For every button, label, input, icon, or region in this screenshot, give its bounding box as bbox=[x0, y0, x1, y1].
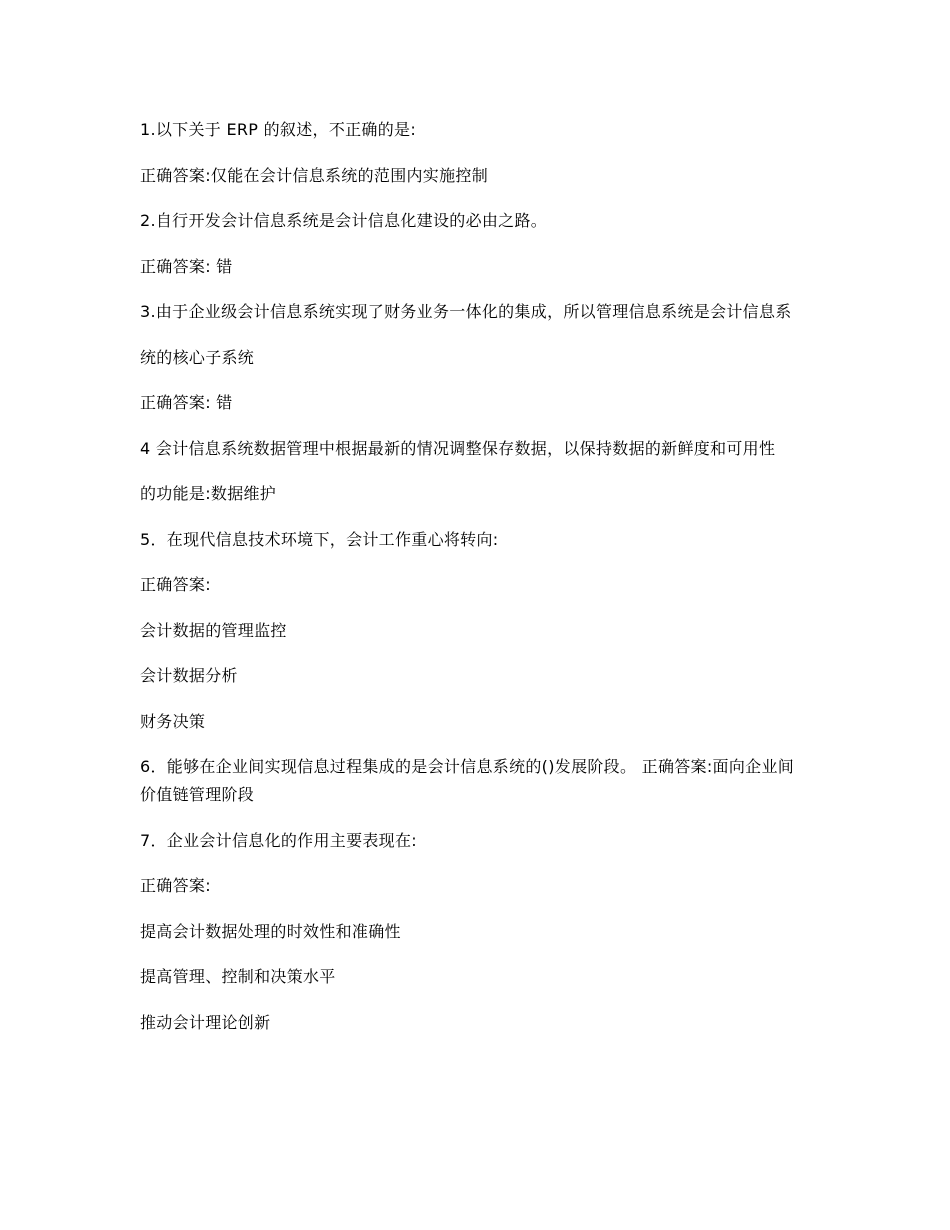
question-7-answer-label: 正确答案: bbox=[140, 876, 211, 895]
question-7-answer-item: 提高管理、控制和决策水平 bbox=[140, 967, 336, 986]
question-6-text: 6．能够在企业间实现信息过程集成的是会计信息系统的()发展阶段。 正确答案:面向企业间价值链管理阶段 bbox=[140, 757, 795, 804]
question-3-answer: 正确答案: 错 bbox=[140, 393, 233, 412]
question-2-text: 2.自行开发会计信息系统是会计信息化建设的必由之路。 bbox=[140, 211, 548, 230]
question-5-text: 5．在现代信息技术环境下，会计工作重心将转向: bbox=[140, 529, 499, 549]
question-7-text: 7．企业会计信息化的作用主要表现在: bbox=[140, 830, 417, 850]
question-5-answer-item: 财务决策 bbox=[140, 711, 206, 731]
question-1-answer: 正确答案:仅能在会计信息系统的范围内实施控制 bbox=[140, 165, 488, 185]
question-7-answer-item: 推动会计理论创新 bbox=[140, 1012, 271, 1032]
question-7-answer-item: 提高会计数据处理的时效性和准确性 bbox=[140, 921, 401, 941]
question-4-answer: 的功能是:数据维护 bbox=[140, 484, 277, 503]
question-2-answer: 正确答案: 错 bbox=[140, 256, 233, 276]
question-3-text: 3.由于企业级会计信息系统实现了财务业务一体化的集成，所以管理信息系统是会计信息系 bbox=[140, 302, 792, 321]
question-1-text: 1.以下关于 ERP 的叙述，不正确的是: bbox=[140, 120, 417, 139]
question-5-answer-label: 正确答案: bbox=[140, 575, 211, 594]
question-4-text: 4 会计信息系统数据管理中根据最新的情况调整保存数据，以保持数据的新鲜度和可用性 bbox=[140, 438, 776, 458]
question-5-answer-item: 会计数据分析 bbox=[140, 666, 238, 685]
question-3-text-continued: 统的核心子系统 bbox=[140, 347, 255, 367]
question-5-answer-item: 会计数据的管理监控 bbox=[140, 620, 287, 640]
